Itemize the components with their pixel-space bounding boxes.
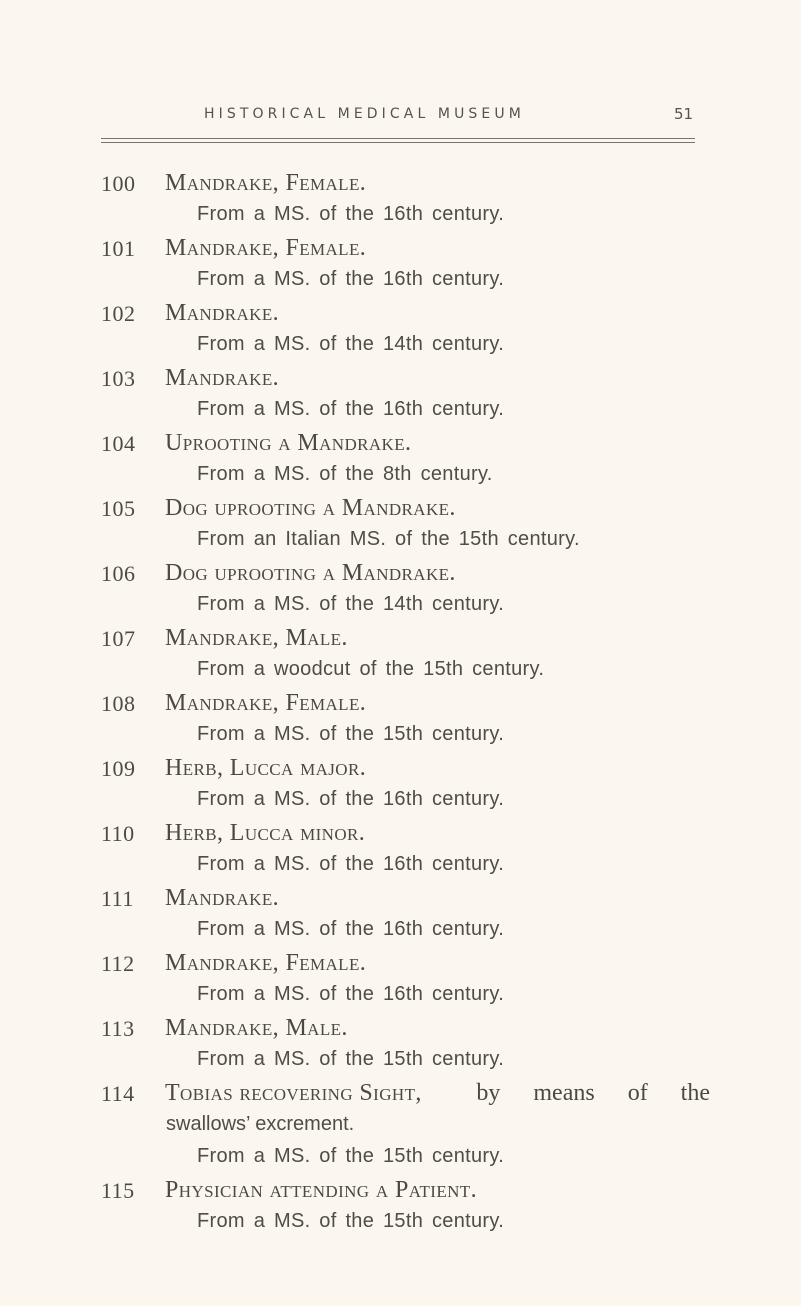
entry-title: Mandrake, Male. [165,625,348,651]
entry-number: 113 [101,1016,135,1041]
entry-number: 100 [101,171,136,196]
entry-title: Mandrake, Female. [165,690,367,716]
entry-source: From a MS. of the 8th century. [197,463,493,485]
entry-number: 115 [101,1178,135,1203]
entry-source: From an Italian MS. of the 15th century. [197,528,580,550]
running-title: HISTORICAL MEDICAL MUSEUM [204,106,525,122]
entry-title: Mandrake, Female. [165,235,367,261]
entry-title: Dog uprooting a Mandrake. [165,560,456,586]
entry-number: 110 [101,821,135,846]
entry-number: 102 [101,301,136,326]
entry-title: Herb, Lucca major. [165,755,367,781]
entry-title: Mandrake, Female. [165,950,367,976]
entry-title: Mandrake. [165,365,280,391]
entry-title: Mandrake. [165,885,280,911]
entry-title: Mandrake, Male. [165,1015,348,1041]
entry-number: 101 [101,236,136,261]
entry-source: From a MS. of the 14th century. [197,593,505,615]
entry-number: 104 [101,431,136,456]
header-rule-bottom [101,142,695,143]
page-number: 51 [674,105,694,123]
entry-source: From a MS. of the 16th century. [197,918,505,940]
entry-number: 114 [101,1081,135,1106]
entry-title: Mandrake, Female. [165,170,367,196]
entry-title: Herb, Lucca minor. [165,820,366,846]
entry-number: 111 [101,886,134,911]
entry-title-second-line: swallows’ excrement. [166,1113,355,1135]
entry-source: From a woodcut of the 15th century. [197,658,545,680]
entry-number: 105 [101,496,136,521]
entry-source: From a MS. of the 16th century. [197,203,505,225]
entry-number: 108 [101,691,136,716]
entry-source: From a MS. of the 16th century. [197,853,505,875]
entry-title: Physician attending a Patient. [165,1177,477,1203]
entry-source: From a MS. of the 15th century. [197,1210,505,1232]
entry-source: From a MS. of the 16th century. [197,983,505,1005]
entry-source: From a MS. of the 15th century. [197,1145,505,1167]
entry-number: 112 [101,951,135,976]
entry-source: From a MS. of the 16th century. [197,268,505,290]
entry-source: From a MS. of the 16th century. [197,398,505,420]
entry-source: From a MS. of the 16th century. [197,788,505,810]
header-rule-top [101,138,695,139]
entry-source: From a MS. of the 14th century. [197,333,505,355]
page-header [0,103,801,129]
entry-title: Uprooting a Mandrake. [165,430,412,456]
entry-source: From a MS. of the 15th century. [197,1048,505,1070]
entry-title: Mandrake. [165,300,280,326]
entry-title-continuation: by means of the [476,1080,710,1106]
entry-number: 107 [101,626,136,651]
entry-number: 109 [101,756,136,781]
entry-number: 103 [101,366,136,391]
entry-number: 106 [101,561,136,586]
entry-title: Tobias recovering Sight, [165,1080,422,1106]
entry-source: From a MS. of the 15th century. [197,723,505,745]
entry-title: Dog uprooting a Mandrake. [165,495,456,521]
